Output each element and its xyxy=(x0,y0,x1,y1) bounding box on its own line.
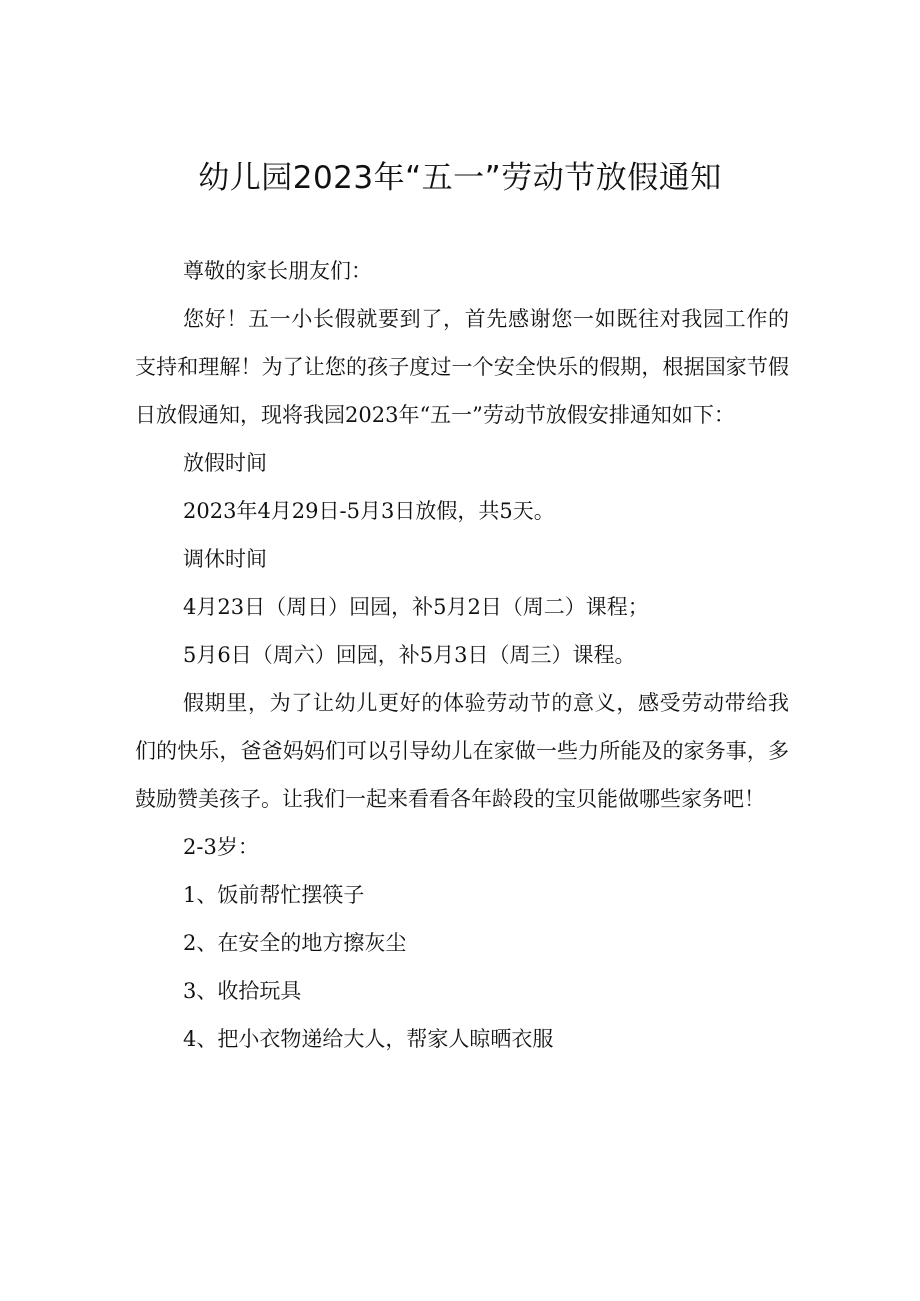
chore-item: 3、收拾玩具 xyxy=(183,979,302,1003)
salutation: 尊敬的家长朋友们： xyxy=(183,259,372,283)
makeup-line: 4月23日（周日）回园，补5月2日（周二）课程； xyxy=(183,595,649,619)
document-body xyxy=(135,247,789,1063)
document-title: 幼儿园2023年“五一”劳动节放假通知 xyxy=(198,160,722,196)
makeup-heading: 调休时间 xyxy=(183,547,267,571)
activity-paragraph: 假期里，为了让幼儿更好的体验劳动节的意义，感受劳动带给我们的快乐，爸爸妈妈们可以引导幼儿在家做一些力所能及的家务事，多鼓励赞美孩子。让我们一起来看看各年龄段的宝贝能做哪些家务吧！ xyxy=(135,691,789,811)
age-group-heading: 2-3岁： xyxy=(183,835,259,859)
holiday-heading: 放假时间 xyxy=(183,451,267,475)
chore-item: 4、把小衣物递给大人，帮家人晾晒衣服 xyxy=(183,1027,554,1051)
chore-item: 1、饭前帮忙摆筷子 xyxy=(183,883,365,907)
chore-item: 2、在安全的地方擦灰尘 xyxy=(183,931,407,955)
makeup-line: 5月6日（周六）回园，补5月3日（周三）课程。 xyxy=(183,643,636,667)
holiday-detail: 2023年4月29日-5月3日放假，共5天。 xyxy=(183,499,555,523)
intro-paragraph: 您好！五一小长假就要到了，首先感谢您一如既往对我园工作的支持和理解！为了让您的孩子度过一个安全快乐的假期，根据国家节假日放假通知，现将我园2023年“五一”劳动节放假安排通知如下： xyxy=(135,307,789,427)
